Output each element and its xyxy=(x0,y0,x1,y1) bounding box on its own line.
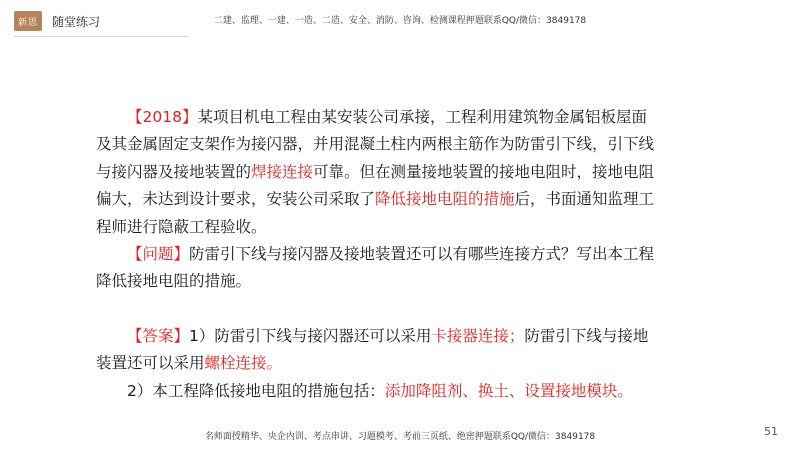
prompt-tag: 【问题】 xyxy=(127,245,190,264)
question-text-2: 可靠。但在测量接地装置的接地电阻时，接地电阻偏大，未达到设计要求，安装公司采取了 xyxy=(96,162,655,209)
question-paragraph xyxy=(96,104,656,241)
section-title: 随堂练习 xyxy=(52,15,101,29)
answer-tag: 【答案】 xyxy=(127,326,190,345)
question-text-3: 后，书面通知监理工程师进行隐蔽工程验收。 xyxy=(96,190,655,236)
answer-paragraph-2 xyxy=(96,378,656,405)
year-tag: 【2018】 xyxy=(127,108,198,126)
prompt-paragraph xyxy=(96,241,656,296)
brand-logo-text: 新思 xyxy=(17,17,38,28)
page-number: 51 xyxy=(764,425,778,438)
footer-banner: 名师面授精华、央企内训、考点串讲、习题模考、考前三页纸、绝密押题联系QQ/微信：3849178 xyxy=(204,432,596,442)
header-divider xyxy=(14,36,188,37)
question-text-1: 某项目机电工程由某安装公司承接，工程利用建筑物金属铝板屋面及其金属固定支架作为接闪器，并用混凝土柱内两根主筋作为防雷引下线，引下线与接闪器及接地装置的 xyxy=(96,108,655,181)
highlight-reduce-resistance: 降低接地电阻的措施 xyxy=(375,190,515,209)
answer-highlight-bolt: 螺栓连接。 xyxy=(204,354,283,373)
highlight-weld-connection: 焊接连接 xyxy=(251,162,314,181)
answer-line1-prefix: 1）防雷引下线与接闪器还可以采用 xyxy=(189,326,432,345)
answer-highlight-measures: 添加降阻剂、换土、设置接地模块。 xyxy=(384,381,633,400)
answer-highlight-clamp: 卡接器连接； xyxy=(431,326,525,345)
slide-content xyxy=(96,104,656,405)
answer-line1-middle: 防雷引下线与接地装置还可以采用 xyxy=(96,326,649,373)
top-banner: 二建、监理、一建、一造、二造、安全、消防、咨询、检测课程押题联系QQ/微信：3849178 xyxy=(213,16,587,26)
prompt-text: 防雷引下线与接闪器及接地装置还可以有哪些连接方式？写出本工程降低接地电阻的措施。 xyxy=(96,245,655,291)
answer-line2-prefix: 2）本工程降低接地电阻的措施包括： xyxy=(127,381,385,400)
answer-paragraph-1 xyxy=(96,323,656,378)
